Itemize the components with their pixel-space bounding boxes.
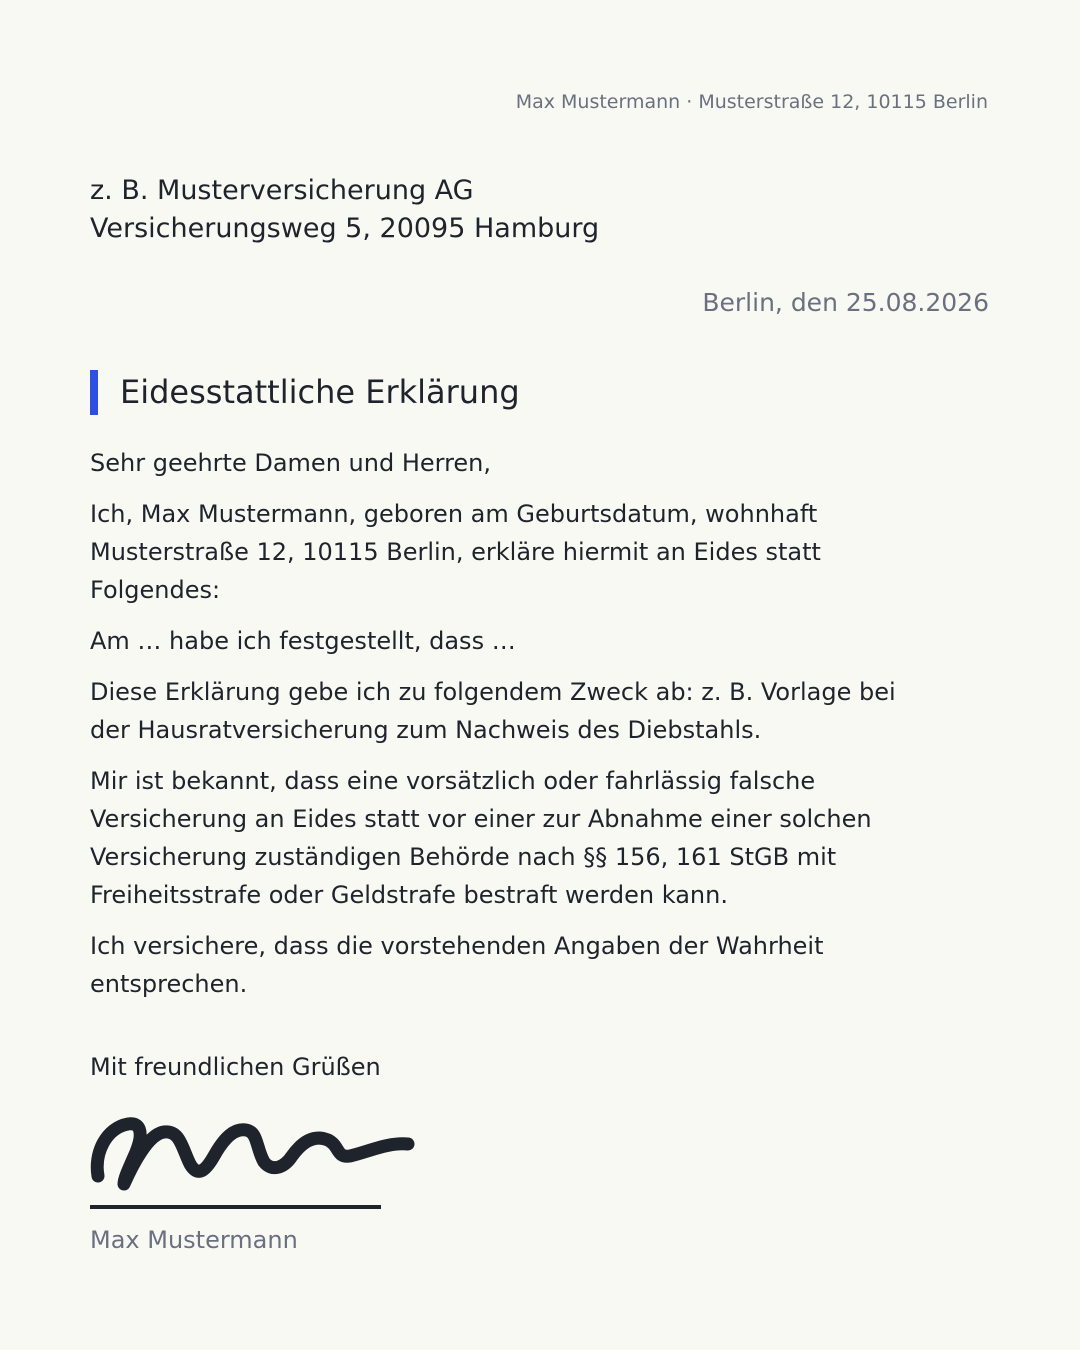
subject-heading (90, 369, 520, 415)
salutation: Sehr geehrte Damen und Herren, (90, 449, 492, 477)
body-paragraph: Ich versichere, dass die vorstehenden Angaben der Wahrheit entsprechen. (90, 932, 824, 998)
recipient-block (90, 172, 599, 248)
body-paragraph: Mir ist bekannt, dass eine vorsätzlich oder fahrlässig falsche Versicherung an Eides statt vor einer zur Abnahme einer solchen Versicherung zuständigen Behörde nach §§ 156, 161 StGB mit Freiheitsstrafe oder Geldstrafe bestraft werden kann. (90, 767, 872, 909)
place-date-line: Berlin, den 25.08.2026 (702, 288, 989, 317)
subject-accent-bar (90, 370, 98, 415)
recipient-name: z. B. Musterversicherung AG (90, 175, 474, 206)
letter-body (90, 444, 910, 1016)
handwritten-signature (88, 1108, 418, 1198)
body-paragraph: Am … habe ich festgestellt, dass … (90, 627, 516, 655)
recipient-address: Versicherungsweg 5, 20095 Hamburg (90, 213, 600, 244)
signature-line (90, 1205, 381, 1209)
subject-text: Eidesstattliche Erklärung (120, 373, 520, 411)
closing-phrase: Mit freundlichen Grüßen (90, 1053, 381, 1081)
body-paragraph: Ich, Max Mustermann, geboren am Geburtsdatum, wohnhaft Musterstraße 12, 10115 Berlin, erkläre hiermit an Eides statt Folgendes: (90, 500, 821, 604)
body-paragraph: Diese Erklärung gebe ich zu folgendem Zweck ab: z. B. Vorlage bei der Hausratversicherung zum Nachweis des Diebstahls. (90, 678, 896, 744)
sender-address-line: Max Mustermann · Musterstraße 12, 10115 Berlin (515, 91, 988, 113)
signer-name: Max Mustermann (90, 1226, 298, 1254)
